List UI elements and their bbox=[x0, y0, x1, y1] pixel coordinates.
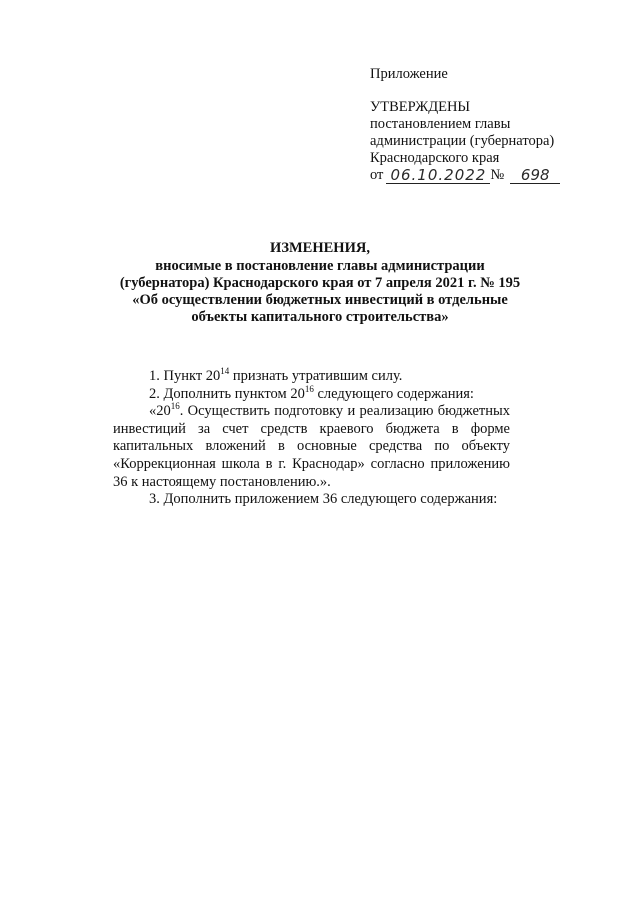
number-label: № bbox=[490, 167, 505, 183]
approval-block bbox=[370, 66, 600, 184]
document-title bbox=[110, 240, 530, 326]
attachment-label: Приложение bbox=[370, 66, 448, 82]
paragraph-1-text: 1. Пункт 20 bbox=[149, 368, 221, 384]
paragraph-2-text-end: следующего содержания: bbox=[313, 385, 474, 402]
approval-line-3: Краснодарского края bbox=[370, 150, 500, 166]
paragraph-2-superscript: 16 bbox=[304, 383, 314, 394]
title-subtitle: вносимые в постановление главы администрации (губернатора) Краснодарского края от 7 апреля 2021 г. № 195 «Об осуществлении бюджетных инвестиций в отдельные объекты капитального строительства» bbox=[119, 258, 521, 325]
paragraph-3-superscript: 16 bbox=[170, 401, 180, 412]
paragraph-2-text: 2. Дополнить пунктом 20 bbox=[149, 385, 305, 402]
paragraph-1-text-end: признать утратившим силу. bbox=[229, 368, 403, 384]
approval-line-1: постановлением главы bbox=[370, 116, 511, 132]
approved-label: УТВЕРЖДЕНЫ bbox=[370, 99, 471, 115]
from-label: от bbox=[370, 167, 384, 183]
paragraph-4: 3. Дополнить приложением 36 следующего содержания: bbox=[149, 491, 498, 508]
paragraph-3 bbox=[113, 403, 510, 491]
handwritten-number: 698 bbox=[510, 167, 560, 184]
paragraph-1-superscript: 14 bbox=[220, 366, 230, 376]
title-heading: ИЗМЕНЕНИЯ, bbox=[270, 240, 370, 256]
paragraph-3-text-end: . Осуществить подготовку и реализацию бюджетных инвестиций за счет средств краевого бюджета в форме капитальных вложений в основные средства по объекту «Коррекционная школа в г. Краснодар» согласно приложению 36 к настоящему постановлению.». bbox=[113, 403, 510, 490]
document-body bbox=[113, 368, 510, 509]
date-number-line bbox=[370, 167, 600, 184]
paragraph-3-text: «20 bbox=[149, 403, 171, 420]
handwritten-date: 06.10.2022 bbox=[386, 167, 490, 184]
approval-line-2: администрации (губернатора) bbox=[370, 133, 555, 149]
